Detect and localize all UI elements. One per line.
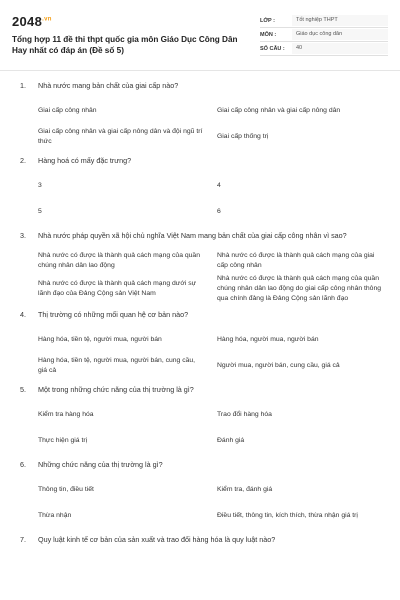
question-prompt: Một trong những chức năng của thị trường là gì?	[38, 385, 194, 394]
options-grid	[38, 477, 388, 529]
question-number: 5.	[20, 385, 26, 394]
question-prompt: Nhà nước pháp quyền xã hội chủ nghĩa Việt Nam mang bản chất của giai cấp công nhân vì sao?	[38, 231, 347, 240]
question-text	[20, 231, 388, 241]
question-number: 3.	[20, 231, 26, 240]
meta-row-class	[260, 14, 388, 28]
question-item	[12, 81, 388, 150]
answer-option[interactable]: Thừa nhận	[38, 512, 72, 519]
meta-value: Giáo dục công dân	[292, 29, 388, 40]
answer-option[interactable]: Kiểm tra, đánh giá	[217, 486, 273, 493]
meta-value: Tốt nghiệp THPT	[292, 15, 388, 26]
question-text	[20, 460, 388, 470]
question-item	[12, 231, 388, 304]
question-prompt: Nhà nước mang bản chất của giai cấp nào?	[38, 81, 179, 90]
meta-key: SỐ CÂU :	[260, 45, 285, 52]
header	[12, 0, 388, 70]
question-text	[20, 385, 388, 395]
answer-option[interactable]: Giai cấp công nhân và giai cấp nông dân và đội ngũ trí thức	[38, 128, 203, 145]
answer-option[interactable]: Thông tin, điều tiết	[38, 486, 94, 493]
answer-option[interactable]: Nhà nước có được là thành quả cách mạng của quần chúng nhân dân lao động do giai cấp công nhân thông qua chính đảng là Đảng Cộng sản lãnh đạo	[217, 275, 382, 302]
meta-key: MÔN :	[260, 31, 277, 38]
answer-option[interactable]: 5	[38, 208, 42, 215]
question-number: 2.	[20, 156, 26, 165]
meta-row-count	[260, 42, 388, 56]
answer-option[interactable]: Đánh giá	[217, 437, 245, 444]
logo-suffix: .vn	[42, 16, 52, 23]
meta-row-subject	[260, 28, 388, 42]
answer-option[interactable]: Hàng hóa, tiền tệ, người mua, người bán, cung cầu, giá cả	[38, 357, 196, 374]
answer-option[interactable]: 6	[217, 208, 221, 215]
options-grid	[38, 402, 388, 454]
answer-option[interactable]: Giai cấp công nhân	[38, 107, 97, 114]
question-text	[20, 310, 388, 320]
answer-option[interactable]: Hàng hóa, người mua, người bán	[217, 336, 319, 343]
options-grid	[38, 98, 388, 150]
options-grid	[38, 327, 388, 379]
answer-option[interactable]: Người mua, người bán, cung cầu, giá cả	[217, 362, 340, 369]
question-item	[12, 460, 388, 529]
logo-brand: 2048	[12, 14, 43, 29]
meta-value: 40	[292, 43, 388, 54]
question-text	[20, 81, 388, 91]
question-item	[12, 535, 388, 545]
answer-option[interactable]: Giai cấp thống trị	[217, 133, 269, 140]
answer-option[interactable]: Trao đổi hàng hóa	[217, 411, 272, 418]
question-number: 7.	[20, 535, 26, 544]
answer-option[interactable]: Hàng hóa, tiền tệ, người mua, người bán	[38, 336, 162, 343]
header-left	[12, 14, 242, 70]
question-text	[20, 156, 388, 166]
question-item	[12, 385, 388, 454]
answer-option[interactable]: Giai cấp công nhân và giai cấp nông dân	[217, 107, 341, 114]
question-text	[20, 535, 388, 545]
answer-option[interactable]: Nhà nước có được là thành quả cách mạng của giai cấp công nhân	[217, 252, 375, 269]
question-item	[12, 156, 388, 225]
answer-option[interactable]: 3	[38, 182, 42, 189]
question-number: 6.	[20, 460, 26, 469]
question-prompt: Thị trường có những mối quan hệ cơ bản nào?	[38, 310, 189, 319]
answer-option[interactable]: Kiểm tra hàng hóa	[38, 411, 94, 418]
meta-key: LỚP :	[260, 17, 275, 24]
answer-option[interactable]: Thực hiện giá trị	[38, 437, 88, 444]
meta-panel	[260, 14, 388, 70]
options-grid	[38, 173, 388, 225]
question-number: 1.	[20, 81, 26, 90]
document-title: Tổng hợp 11 đề thi thpt quốc gia môn Giáo Dục Công Dân Hay nhất có đáp án (Đề số 5)	[12, 35, 238, 55]
question-number: 4.	[20, 310, 26, 319]
answer-option[interactable]: 4	[217, 182, 221, 189]
question-list	[12, 71, 388, 545]
question-prompt: Hàng hoá có mấy đặc trưng?	[38, 156, 132, 165]
question-item	[12, 310, 388, 379]
question-prompt: Quy luật kinh tế cơ bản của sản xuất và trao đổi hàng hóa là quy luật nào?	[38, 535, 276, 544]
options-grid	[38, 248, 388, 304]
site-logo[interactable]	[12, 14, 242, 30]
question-prompt: Những chức năng của thị trường là gì?	[38, 460, 163, 469]
answer-option[interactable]: Nhà nước có được là thành quả cách mạng dưới sự lãnh đạo của Đảng Cộng sản Việt Nam	[38, 280, 197, 297]
answer-option[interactable]: Điều tiết, thông tin, kích thích, thừa nhận giá trị	[217, 512, 358, 519]
answer-option[interactable]: Nhà nước có được là thành quả cách mạng của quần chúng nhân dân lao động	[38, 252, 200, 269]
